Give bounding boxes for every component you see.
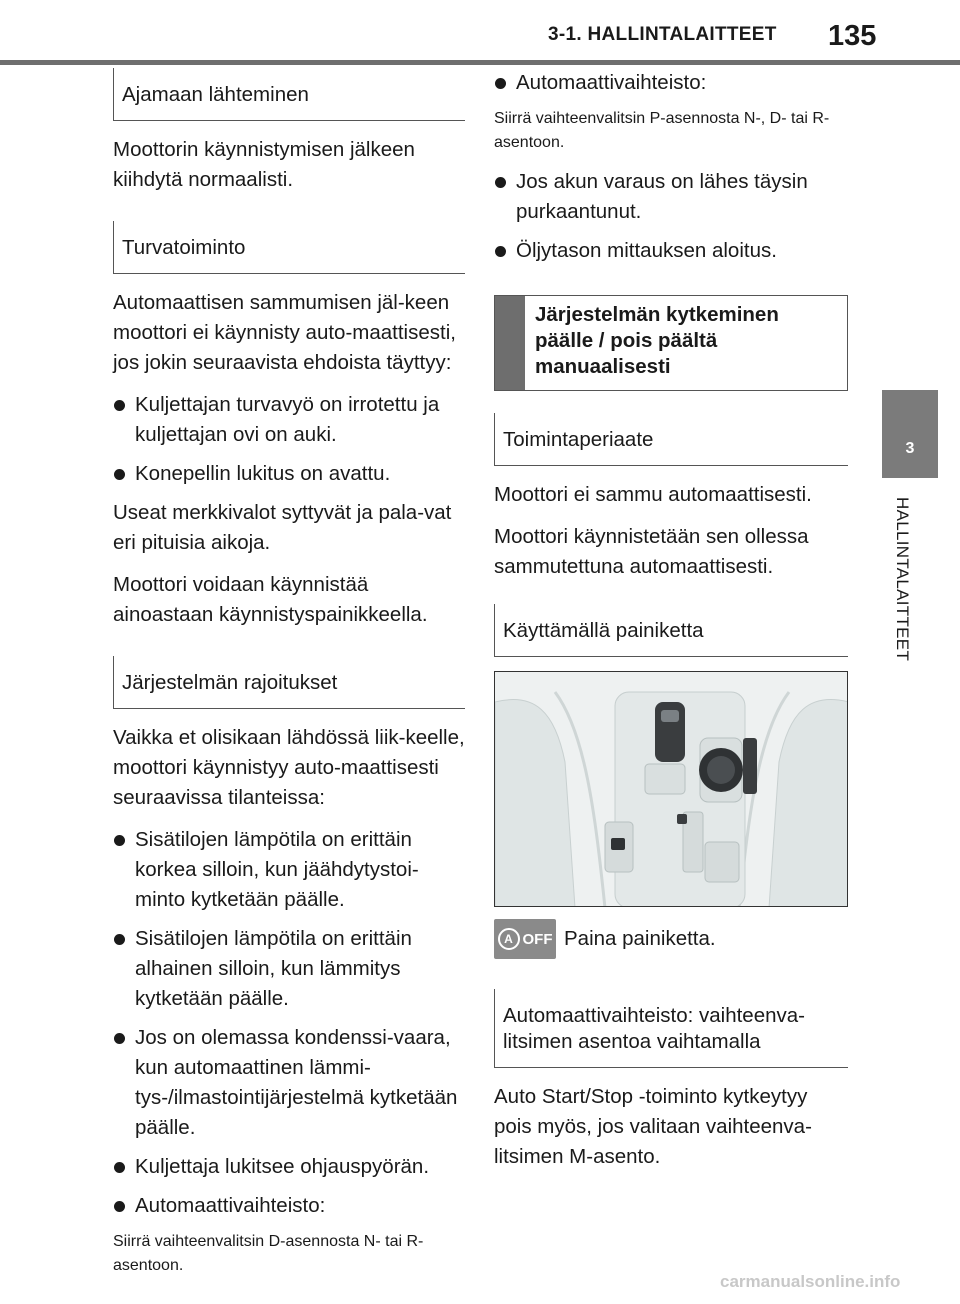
paragraph: Moottori käynnistetään sen ollessa sammutettuna automaattisesti.: [494, 525, 809, 578]
bullet-dot-icon: [495, 78, 506, 89]
chapter-label: HALLINTALAITTEET: [893, 497, 912, 662]
note: Siirrä vaihteenvalitsin D-asennosta N- tai R-asentoon.: [113, 1233, 424, 1274]
heading-principle: Toimintaperiaate: [494, 413, 848, 466]
section-title: 3-1. HALLINTALAITTEET: [548, 24, 777, 45]
auto-start-stop-off-button: [494, 919, 556, 959]
press-text: Paina painiketta.: [564, 927, 716, 950]
bullet-dot-icon: [495, 246, 506, 257]
heading-manual-switching: [494, 295, 848, 391]
bullet-item: Sisätilojen lämpötila on erittäin alhainen silloin, kun lämmitys kytketään päälle.: [113, 924, 465, 1014]
bullet-item: Kuljettajan turvavyö on irrotettu ja kuljettajan ovi on auki.: [113, 390, 465, 450]
heading-bar: [495, 296, 525, 390]
heading-gear-selector: Automaattivaihteisto: vaihteenva-litsimen asentoa vaihtamalla: [494, 989, 848, 1068]
bullet-item: Automaattivaihteisto:: [494, 68, 848, 98]
right-column: [494, 68, 848, 1184]
console-drawing: [495, 672, 848, 907]
page-number: 135: [828, 20, 877, 52]
heading-safety-function: Turvatoiminto: [113, 221, 465, 274]
bullet-item: Öljytason mittauksen aloitus.: [494, 236, 848, 266]
bullet-dot-icon: [114, 835, 125, 846]
heading-text: Järjestelmän kytkeminen päälle / pois päältä manuaalisesti: [535, 303, 779, 378]
note: Siirrä vaihteenvalitsin P-asennosta N-, D- tai R-asentoon.: [494, 110, 830, 151]
center-console-illustration: [494, 671, 848, 907]
bullet-dot-icon: [114, 934, 125, 945]
paragraph: Automaattisen sammumisen jäl-keen moottori ei käynnisty auto-maattisesti, jos jokin seuraavista ehdoista täyttyy:: [113, 291, 456, 374]
bullet-dot-icon: [495, 177, 506, 188]
auto-start-stop-icon: A: [498, 928, 520, 950]
heading-starting-off: Ajamaan lähteminen: [113, 68, 465, 121]
paragraph: Moottori ei sammu automaattisesti.: [494, 483, 812, 506]
bullet-item: Sisätilojen lämpötila on erittäin korkea silloin, kun jäähdytystoi-minto kytketään päälle.: [113, 825, 465, 915]
bullet-dot-icon: [114, 1162, 125, 1173]
bullet-item: Automaattivaihteisto:: [113, 1191, 465, 1221]
chapter-number: 3: [905, 440, 915, 457]
paragraph: Auto Start/Stop -toiminto kytkeytyy pois myös, jos valitaan vaihteenva-litsimen M-asento.: [494, 1085, 812, 1168]
chapter-tab: [882, 390, 938, 478]
header-rule: [0, 60, 960, 65]
bullet-item: Jos akun varaus on lähes täysin purkaantunut.: [494, 167, 848, 227]
bullet-dot-icon: [114, 1201, 125, 1212]
left-column: [113, 68, 465, 1290]
bullet-item: Jos on olemassa kondenssi-vaara, kun automaattinen lämmi-tys-/ilmastointijärjestelmä kytketään päälle.: [113, 1023, 465, 1143]
bullet-item: Konepellin lukitus on avattu.: [113, 459, 465, 489]
watermark: carmanualsonline.info: [720, 1272, 901, 1291]
paragraph: Moottori voidaan käynnistää ainoastaan käynnistyspainikkeella.: [113, 573, 428, 626]
press-instruction: [494, 919, 848, 959]
bullet-dot-icon: [114, 400, 125, 411]
paragraph: Vaikka et olisikaan lähdössä liik-keelle, moottori käynnistyy auto-maattisesti seuraavissa tilanteissa:: [113, 726, 465, 809]
heading-system-limits: Järjestelmän rajoitukset: [113, 656, 465, 709]
bullet-dot-icon: [114, 1033, 125, 1044]
bullet-dot-icon: [114, 469, 125, 480]
paragraph: Moottorin käynnistymisen jälkeen kiihdytä normaalisti.: [113, 138, 415, 191]
heading-using-button: Käyttämällä painiketta: [494, 604, 848, 657]
paragraph: Useat merkkivalot syttyvät ja pala-vat eri pituisia aikoja.: [113, 501, 452, 554]
bullet-item: Kuljettaja lukitsee ohjauspyörän.: [113, 1152, 465, 1182]
off-button-label: OFF: [522, 930, 553, 948]
